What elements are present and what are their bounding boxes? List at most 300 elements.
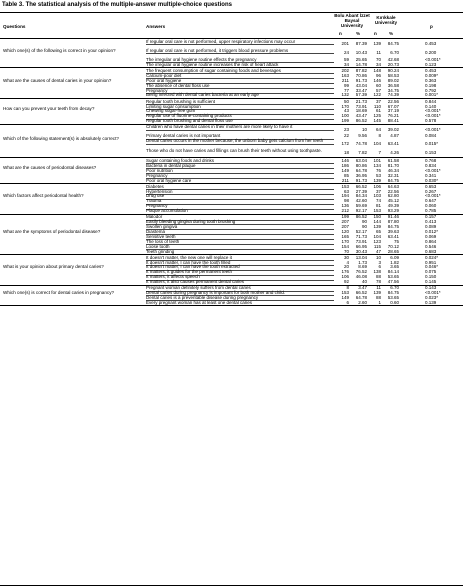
top-rule — [0, 12, 463, 13]
p-value: 0.001* — [425, 92, 439, 98]
uni2-percent: 81.70 — [387, 162, 399, 168]
answer-text: Pregnant woman definitely suffers from dental caries — [146, 286, 334, 291]
answer-text: Sugar containing foods and drinks — [146, 159, 334, 164]
p-value: 0.084 — [425, 133, 437, 139]
uni2-count: 34 — [375, 61, 381, 67]
uni1-percent: 64.78 — [355, 295, 367, 301]
uni1-count: 106 — [341, 274, 349, 280]
uni2-count: 115 — [373, 243, 381, 249]
uni2-percent: 37.19 — [387, 108, 399, 114]
uni2-percent: 84.14 — [387, 269, 399, 275]
uni2-percent: 62.80 — [387, 193, 399, 199]
uni2-count: 1 — [378, 299, 381, 305]
p-value: 0.200 — [425, 50, 437, 56]
uni1-percent: 59.69 — [355, 203, 367, 209]
p-value: 0.653 — [425, 183, 437, 189]
p-value: 0.023* — [425, 295, 439, 301]
answer-text: Dental caries is a preventable disease during pregnancy — [146, 296, 334, 301]
p-value: 0.139 — [425, 299, 437, 305]
uni2-count: 11 — [376, 50, 381, 56]
uni1-count: 18 — [343, 149, 349, 155]
question-group — [0, 99, 463, 125]
uni2-percent: 64.63 — [387, 183, 399, 189]
uni2-percent: 45.12 — [387, 198, 399, 204]
answer-text: It matters, it guides for the permanent teeth — [146, 270, 334, 275]
uni1-percent: 42.60 — [355, 198, 367, 204]
uni2-count: 148 — [373, 67, 381, 73]
answer-text: Being infected with dental caries bacteria at an early age — [146, 92, 259, 98]
uni1-percent: 91.73 — [355, 77, 367, 83]
answer-text: Those who do not have caries and fillings can brush their teeth without using toothpaste. — [146, 147, 322, 153]
uni1-count: 176 — [341, 269, 349, 275]
p-value: 0.145 — [425, 279, 437, 285]
uni1-percent: 63.04 — [355, 157, 367, 163]
uni1-percent: 18.69 — [355, 108, 367, 114]
header-p: p — [430, 24, 433, 29]
p-value: <0.001* — [425, 113, 441, 119]
uni2-count: 103 — [373, 193, 381, 199]
uni2-percent: 87.80 — [387, 219, 399, 225]
uni2-count: 78 — [375, 279, 381, 285]
uni2-count: 88 — [375, 295, 381, 301]
question-text: What are the symptoms of periodontal disease? — [3, 228, 101, 234]
uni2-percent: 63.41 — [387, 233, 399, 239]
uni2-percent: 91.46 — [387, 214, 399, 220]
answer-text: Children who have dental caries in their mothers are more likely to have it — [146, 125, 334, 130]
uni1-count: 4 — [346, 259, 349, 265]
p-value: 0.140 — [425, 103, 437, 109]
uni2-count: 37 — [375, 98, 381, 104]
uni1-percent: 70.86 — [355, 72, 367, 78]
uni1-percent: 8.69 — [358, 264, 367, 270]
uni1-count: 172 — [341, 140, 349, 146]
answer-text: Bacteria in dental plaque — [146, 164, 334, 169]
answer-text: It doesn't matter, the new one will replace it — [146, 256, 334, 261]
question-group — [0, 286, 463, 307]
uni2-count: 138 — [373, 269, 381, 275]
uni2-count: 134 — [373, 162, 381, 168]
table-title: Table 3. The statistical analysis of the multiple-answer multiple-choice questions — [2, 2, 232, 8]
answer-text: Poor oral hygiene care — [146, 177, 192, 183]
uni1-count: 20 — [343, 264, 349, 270]
answer-text: It doesn't matter, I can have the tooth filled — [146, 261, 334, 266]
p-value: 0.768 — [425, 157, 437, 163]
uni1-percent: 52.17 — [355, 228, 367, 234]
uni1-percent: 76.52 — [355, 269, 367, 275]
p-value: <0.001* — [425, 167, 441, 173]
uni2-percent: 39.63 — [387, 228, 399, 234]
answer-row — [0, 149, 463, 158]
uni2-count: 96 — [375, 72, 381, 78]
uni2-percent: 75 — [393, 238, 399, 244]
uni2-percent: 42.68 — [387, 57, 399, 62]
uni2-percent: 28.65 — [387, 248, 399, 254]
p-value: <0.001* — [425, 57, 441, 62]
uni1-percent: 30.43 — [355, 248, 367, 254]
uni1-percent: 25.65 — [355, 57, 367, 62]
answer-text: Sensitive teeth — [146, 235, 334, 240]
p-value: 0.153 — [425, 149, 437, 155]
uni1-count: 153 — [341, 290, 349, 296]
uni1-count: 100 — [341, 113, 349, 119]
uni1-count: 8 — [346, 285, 349, 291]
question-text: Which one(s) of the following is correct in your opinion? — [3, 47, 116, 53]
uni1-count: 186 — [341, 162, 349, 168]
uni2-count: 104 — [373, 140, 381, 146]
uni2-count: 146 — [373, 77, 381, 83]
uni2-count: 110 — [373, 103, 381, 109]
uni1-count: 85 — [343, 172, 349, 178]
uni2-count: 76 — [375, 167, 381, 173]
uni1-count: 154 — [341, 243, 349, 249]
answer-text: If regular oral care is not performed, it triggers blood pressure problems — [146, 49, 334, 54]
answer-text: Drug use — [146, 194, 334, 199]
p-value: 0.012* — [425, 228, 439, 234]
answer-text: The loss of teeth — [146, 240, 334, 245]
uni2-percent: 36.58 — [387, 82, 399, 88]
uni2-percent: 22.56 — [387, 188, 399, 194]
uni1-count: 23 — [343, 126, 349, 132]
uni1-percent: 2.60 — [358, 299, 367, 305]
uni2-count: 64 — [375, 126, 381, 132]
uni1-count: 207 — [341, 224, 349, 230]
answer-text: Poor oral hygiene — [146, 79, 334, 84]
uni1-percent: 84.34 — [355, 193, 367, 199]
uni1-count: 70 — [343, 248, 349, 254]
uni2-percent: 49.39 — [387, 203, 399, 209]
question-group — [0, 125, 463, 159]
uni2-count: 101 — [373, 157, 381, 163]
uni2-percent: 74.39 — [387, 92, 399, 98]
uni1-count: 163 — [341, 72, 349, 78]
uni1-count: 92 — [343, 279, 349, 285]
answer-text: Chewing sugar-free gum — [146, 109, 334, 114]
uni1-percent: 80.86 — [355, 162, 367, 168]
answer-text: Hypertension — [146, 190, 334, 195]
uni1-percent: 91.73 — [355, 177, 367, 183]
uni2-count: 61 — [375, 108, 381, 114]
bottom-rule — [0, 585, 463, 586]
p-value: 0.030* — [425, 177, 439, 183]
answer-text: Malodor — [146, 215, 334, 220]
p-value: 0.075 — [425, 269, 437, 275]
uni1-count: 199 — [341, 214, 349, 220]
question-text: What are the causes of periodontal diseases? — [3, 165, 97, 171]
uni1-count: 153 — [341, 183, 349, 189]
answer-text: Easily bleeding gingiva during tooth brushing — [146, 220, 334, 225]
p-value: 0.015* — [425, 140, 439, 146]
uni1-percent: 66.52 — [355, 183, 367, 189]
answer-text: Every pregnant woman has at least one dental caries — [146, 299, 253, 305]
answer-text: Trauma — [146, 199, 334, 204]
uni1-percent: 87.39 — [355, 40, 367, 46]
uni2-percent: 4.26 — [390, 149, 399, 155]
uni2-count: 7 — [378, 149, 381, 155]
uni2-count: 150 — [373, 214, 381, 220]
uni1-percent: 33.47 — [355, 87, 367, 93]
uni2-count: 57 — [375, 87, 381, 93]
p-value: 0.453 — [425, 40, 437, 46]
uni1-count: 211 — [341, 177, 349, 183]
question-text: How can you prevent your teeth from decay? — [3, 105, 95, 111]
uni2-percent: 89.02 — [387, 77, 399, 83]
answer-text: It doesn't matter, I can have the tooth extracted — [146, 265, 334, 270]
uni2-percent: 34.75 — [387, 87, 399, 93]
p-value: 0.683 — [425, 248, 437, 254]
header-answers: Answers — [146, 24, 166, 29]
uni1-percent: 40 — [361, 279, 367, 285]
p-value: 0.157 — [425, 214, 437, 220]
uni2-percent: 63.41 — [387, 140, 399, 146]
group-divider — [0, 305, 463, 306]
uni1-count: 201 — [341, 40, 349, 46]
uni2-percent: 88.41 — [387, 118, 399, 124]
answer-text: Calcium-poor diet — [146, 74, 334, 79]
uni2-count: 139 — [373, 177, 381, 183]
uni1-count: 149 — [341, 167, 349, 173]
uni1-percent: 1.73 — [358, 259, 367, 265]
answer-text: Dental caries during pregnancy is important for both mother and child. — [146, 291, 334, 296]
header-pct-1: % — [356, 31, 361, 36]
answer-text: The absence of dental floss use — [146, 84, 334, 89]
p-value: 0.864 — [425, 238, 437, 244]
uni2-percent: 6.09 — [390, 254, 399, 260]
uni1-count: 77 — [343, 87, 349, 93]
answer-text: The irregular oral hygiene routine effects the pregnancy — [146, 58, 334, 63]
p-value: <0.001* — [425, 108, 441, 114]
answer-text: Regular use of fluorine-containing products — [146, 114, 334, 119]
uni1-count: 63 — [343, 188, 349, 194]
uni2-percent: 84.75 — [387, 224, 399, 230]
uni1-percent: 74.78 — [355, 140, 367, 146]
uni1-count: 170 — [341, 103, 349, 109]
uni1-percent: 71.73 — [355, 233, 367, 239]
uni1-count: 120 — [341, 228, 349, 234]
p-value: <0.001* — [425, 126, 441, 132]
uni2-percent: 61.58 — [387, 157, 399, 163]
uni1-percent: 3.47 — [358, 285, 367, 291]
p-value: <0.001* — [425, 193, 441, 199]
uni1-percent: 10 — [361, 126, 367, 132]
uni1-percent: 21.73 — [355, 98, 367, 104]
uni2-percent: 93.29 — [387, 208, 399, 214]
answer-text: Pregnancy — [146, 89, 334, 94]
uni1-count: 99 — [343, 82, 349, 88]
uni2-percent: 90.24 — [387, 67, 399, 73]
question-group — [0, 158, 463, 184]
uni2-count: 8 — [378, 133, 381, 139]
p-value: 0.546 — [425, 243, 437, 249]
uni2-percent: 4.87 — [390, 133, 399, 139]
uni1-count: 146 — [341, 157, 349, 163]
uni2-percent: 58.53 — [387, 72, 399, 78]
uni1-percent: 64.78 — [355, 167, 367, 173]
uni2-count: 53 — [375, 172, 381, 178]
answer-text: It matters, it also causes permanent dental caries — [146, 279, 245, 285]
p-value: 0.143 — [425, 285, 437, 291]
answer-text: Regular tooth brushing is sufficient — [146, 100, 334, 105]
uni2-percent: 3.65 — [390, 264, 399, 270]
answer-text: If regular oral care is not performed, upper respiratory infections may occur — [146, 40, 334, 45]
p-value: 0.951 — [425, 259, 437, 265]
uni1-percent: 14.78 — [355, 61, 367, 67]
uni2-count: 47 — [375, 248, 381, 254]
uni1-percent: 10.43 — [355, 50, 367, 56]
uni1-count: 24 — [343, 50, 349, 56]
answer-text: Dental caries occurs in the mother because, the unborn baby gets calcium from her teeth — [146, 139, 334, 144]
p-value: 0.046* — [425, 264, 439, 270]
answer-text: The frequent consumption of sugar containing foods and beverages — [146, 69, 334, 74]
p-value: 0.123 — [425, 61, 437, 67]
p-value: 0.363 — [425, 77, 437, 83]
answer-text: Loose tooth — [146, 245, 334, 250]
uni2-percent: 84.75 — [387, 177, 399, 183]
uni2-percent: 53.65 — [387, 274, 399, 280]
uni2-percent: 84.75 — [387, 290, 399, 296]
uni2-count: 139 — [373, 224, 381, 230]
answer-text: Primary dental caries is not important — [146, 134, 334, 139]
uni2-count: 3 — [378, 259, 381, 265]
uni2-percent: 84.75 — [387, 40, 399, 46]
uni2-count: 88 — [375, 274, 381, 280]
header-pct-2: % — [389, 31, 394, 36]
uni1-count: 34 — [343, 61, 349, 67]
uni2-count: 145 — [373, 118, 381, 124]
uni1-percent: 66.52 — [355, 290, 367, 296]
uni1-percent: 66.95 — [355, 243, 367, 249]
question-group — [0, 39, 463, 68]
answer-text: It matters, it affects speech — [146, 275, 334, 280]
p-value: 0.341 — [425, 172, 437, 178]
header-university-2: Kırıkkale University — [374, 15, 398, 26]
question-text: What is your opinion about primary dental caries? — [3, 264, 104, 270]
p-value: 0.267 — [425, 188, 437, 194]
uni2-count: 10 — [375, 254, 381, 260]
uni2-count: 123 — [373, 238, 381, 244]
uni1-percent: 13.04 — [355, 254, 367, 260]
p-value: 0.647 — [425, 198, 437, 204]
question-group — [0, 215, 463, 255]
uni2-count: 139 — [373, 290, 381, 296]
uni1-percent: 90 — [361, 219, 367, 225]
question-text: Which factors affect periodontal health? — [3, 193, 84, 199]
p-value: 0.453 — [425, 67, 437, 73]
answer-text: Pregnancy — [146, 174, 334, 179]
answer-text: The irregular oral hygiene routine increases the risk of heart attack — [146, 61, 279, 67]
uni2-percent: 20.73 — [387, 61, 399, 67]
answer-text: Poor nutrition — [146, 169, 334, 174]
uni1-percent: 46.08 — [355, 274, 367, 280]
answer-text: Swollen gingiva — [146, 225, 334, 230]
uni2-count: 60 — [375, 82, 381, 88]
uni2-percent: 0.60 — [390, 299, 399, 305]
uni1-count: 6 — [346, 299, 349, 305]
answer-text: Diabetes — [146, 185, 334, 190]
uni2-percent: 67.07 — [387, 103, 399, 109]
uni2-percent: 53.65 — [387, 295, 399, 301]
uni1-percent: 36.95 — [355, 172, 367, 178]
uni1-count: 211 — [341, 77, 349, 83]
uni1-percent: 86.52 — [355, 214, 367, 220]
question-group — [0, 255, 463, 286]
uni1-percent: 57.39 — [355, 92, 367, 98]
uni2-count: 153 — [373, 208, 381, 214]
question-text: What are the causes of dental caries in your opinion? — [3, 77, 112, 83]
uni2-count: 104 — [373, 233, 381, 239]
uni1-percent: 92.17 — [355, 208, 367, 214]
uni1-percent: 7.82 — [358, 149, 367, 155]
p-value: 0.198 — [425, 82, 437, 88]
uni2-percent: 6.70 — [390, 50, 399, 56]
question-text: Which of the following statement(s) is absolutely correct? — [3, 135, 119, 141]
uni1-count: 22 — [343, 133, 349, 139]
answer-text: Regular tooth brushing and dental floss use — [146, 118, 233, 124]
uni2-count: 37 — [375, 188, 381, 194]
answer-text: Plaque accumulation — [146, 208, 188, 214]
answer-text: Limiting sugar consumption — [146, 105, 334, 110]
uni2-percent: 6.70 — [390, 285, 399, 291]
uni2-percent: 46.34 — [387, 167, 399, 173]
uni2-count: 11 — [376, 285, 381, 291]
p-value: 0.089 — [425, 224, 437, 230]
p-value: <0.001* — [425, 290, 441, 296]
uni1-percent: 9.56 — [358, 133, 367, 139]
answer-text: Diastema — [146, 230, 334, 235]
uni1-count: 165 — [341, 233, 349, 239]
p-value: 0.792 — [425, 87, 437, 93]
uni2-percent: 1.82 — [390, 259, 399, 265]
uni1-percent: 86.52 — [355, 118, 367, 124]
p-value: 0.578 — [425, 118, 437, 124]
uni1-count: 43 — [343, 108, 349, 114]
uni1-count: 30 — [343, 254, 349, 260]
uni2-count: 6 — [378, 264, 381, 270]
uni2-percent: 70.12 — [387, 243, 399, 249]
uni2-percent: 47.56 — [387, 279, 399, 285]
uni2-percent: 22.56 — [387, 98, 399, 104]
question-group — [0, 68, 463, 99]
uni1-count: 207 — [341, 219, 349, 225]
uni1-count: 50 — [343, 98, 349, 104]
uni1-count: 170 — [341, 238, 349, 244]
uni1-count: 199 — [341, 118, 349, 124]
uni1-count: 212 — [341, 208, 349, 214]
p-value: 0.069 — [425, 233, 437, 239]
p-value: 0.060 — [425, 203, 437, 209]
uni1-percent: 87.82 — [355, 67, 367, 73]
p-value: 0.150 — [425, 274, 437, 280]
p-value: 0.009* — [425, 72, 439, 78]
uni2-count: 125 — [373, 113, 381, 119]
uni1-count: 59 — [343, 57, 349, 62]
uni1-count: 202 — [341, 67, 349, 73]
uni2-count: 122 — [373, 92, 381, 98]
p-value: 0.844 — [425, 98, 437, 104]
uni2-count: 70 — [375, 57, 381, 62]
uni2-percent: 32.31 — [387, 172, 399, 178]
uni2-count: 65 — [375, 228, 381, 234]
answer-text: Teeth grinding — [146, 248, 175, 254]
uni2-count: 81 — [375, 203, 381, 209]
uni1-count: 136 — [341, 203, 349, 209]
question-text: Which one(s) is correct for dental caries in pregnancy? — [3, 290, 115, 296]
uni2-count: 106 — [373, 183, 381, 189]
uni2-count: 144 — [373, 219, 381, 225]
question-group — [0, 184, 463, 215]
p-value: 0.413 — [425, 219, 437, 225]
uni1-percent: 27.39 — [355, 188, 367, 194]
uni1-percent: 73.91 — [355, 238, 367, 244]
